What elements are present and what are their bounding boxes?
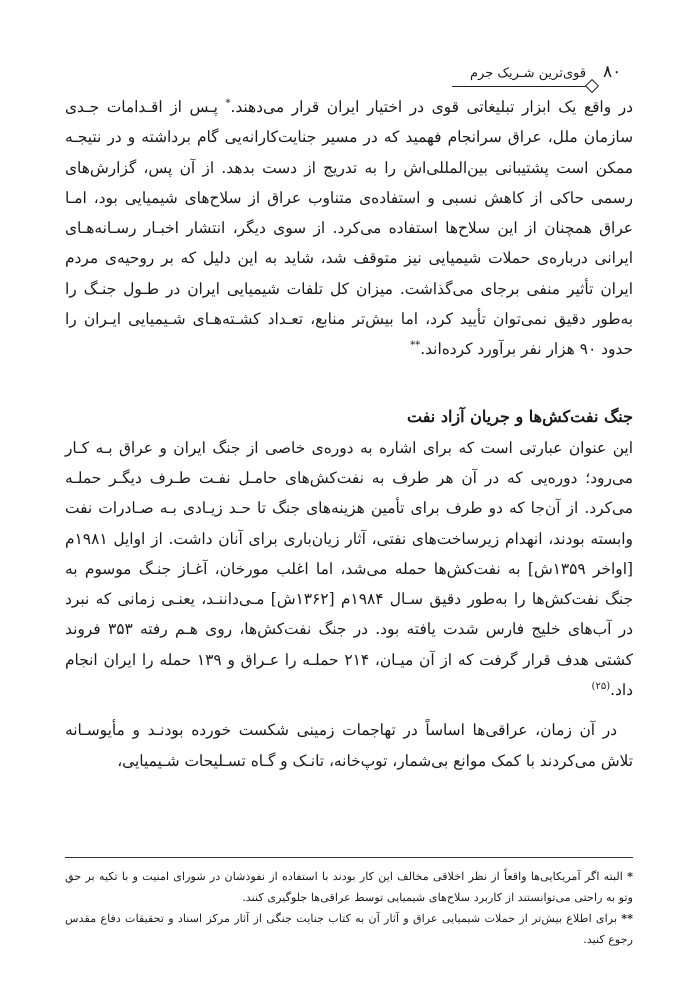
footnote-1-mark: * [627,869,634,883]
paragraph-1 [65,92,633,365]
paragraph-2 [65,433,633,706]
header-rule [452,86,598,87]
page-number: ۸۰ [603,62,622,82]
paragraph-3: در آن زمان، عراقی‌ها اساساً در تهاجمات زمینی شکست خورده بودنـد و مأیوسـانه تلاش می‌کردند با کمک موانع بی‌شمار، توپ‌خانه، تانـک و گـاه تسـلیحات شـیمیایی، [65,721,633,770]
page-header [0,62,700,92]
main-text [65,92,633,776]
footnotes [65,866,633,950]
note-mark-2: ** [410,340,421,352]
footnote-2-mark: ** [621,911,633,925]
footnote-1-text: البته اگر آمریکایی‌ها واقعاً از نظر اخلاقی مخالف این کار بودند با استفاده از نفوذشان در شورای امنیت و با تکیه بر حق وتو به راحتی می‌توانستند از کاربرد سلاح‌های شیمیایی توسط عراقی‌ها جلوگیری کنند. [65,870,633,904]
note-mark-1: * [225,97,231,109]
footnote-2-text: برای اطلاع بیش‌تر از حملات شیمیایی عراق و آثار آن به کتاب جنایت جنگی از آثار مرکز اسناد و تحقیقات دفاع مقدس رجوع کنید. [65,912,633,946]
footnote-2 [65,908,633,950]
citation-mark: (۲۵) [591,680,611,692]
paragraph-1-text-b: پـس از اقـدامات جـدی سازمان ملل، عراق سرانجام فهمید که در مسیر جنایت‌کارانه‌یی گام برداشته و در نتیجـه ممکن است پشتیبانی بین‌المللی‌اش را به تدریج از دست بدهد. از آن پس، گزارش‌های رسمی حاکی از کاهش نسبی و استفاده‌ی متناوب عراق از سلاح‌های شیمیایی بود، امـا عراق همچنان از این سلاح‌ها استفاده می‌کرد. از سوی دیگر، انتشار اخبـار رسـانه‌هـای ایرانی درباره‌ی حملات شیمیایی نیز متوقف شد، شاید به این دلیل که بر روحیه‌ی مردم ایران تأثیر منفی برجای می‌گذاشت. میزان کل تلفات شیمیایی ایران در طـول جنـگ را به‌طور دقیق نمی‌توان تأیید کرد، اما بیش‌تر منابع، تعـداد کشـته‌هـای شـیمیایی ایـران را حدود ۹۰ هزار نفر برآورد کرده‌اند. [65,98,633,359]
running-title: قوی‌ترین شـریک جرم [470,66,587,81]
footnote-rule [65,857,633,858]
footnote-1 [65,866,633,908]
diamond-ornament-icon [585,79,599,93]
section-heading: جنگ نفت‌کش‌ها و جریان آزاد نفت [407,406,633,426]
paragraph-1-text-a: در واقع یک ابزار تبلیغاتی قوی در اختیار ایران قرار می‌دهند. [230,98,633,116]
paragraph-2-text: این عنوان عبارتی است که برای اشاره به دوره‌ی خاصی از جنگ ایران و عراق بـه کـار می‌رود؛ دوره‌یی که در آن هر طرف به نفت‌کش‌های حامـل نفـت طـرف دیگـر حملـه می‌کرد. از آن‌جا که دو طرف برای تأمین هزینه‌های جنگ تا حـد زیـادی بـه صـادرات نفت وابسته بودند، انهدام زیرساخت‌های نفتی، آثار زیان‌باری برای آنان داشت. از اوایل ۱۹۸۱م [اواخر ۱۳۵۹ش] به نفت‌کش‌ها حمله می‌شد، اما اغلب مورخان، آغـاز جنـگ موسوم به جنگ نفت‌کش‌ها را به‌طور دقیق سـال ۱۹۸۴م [۱۳۶۲ش] مـی‌داننـد، یعنـی زمانی که نبرد در آب‌های خلیج فارس شدت یافته بود. در جنگ نفت‌کش‌ها، روی هـم رفته ۳۵۳ فروند کشتی هدف قرار گرفت که از آن میـان، ۲۱۴ حملـه را عـراق و ۱۳۹ حمله را ایران انجام داد. [65,438,633,700]
